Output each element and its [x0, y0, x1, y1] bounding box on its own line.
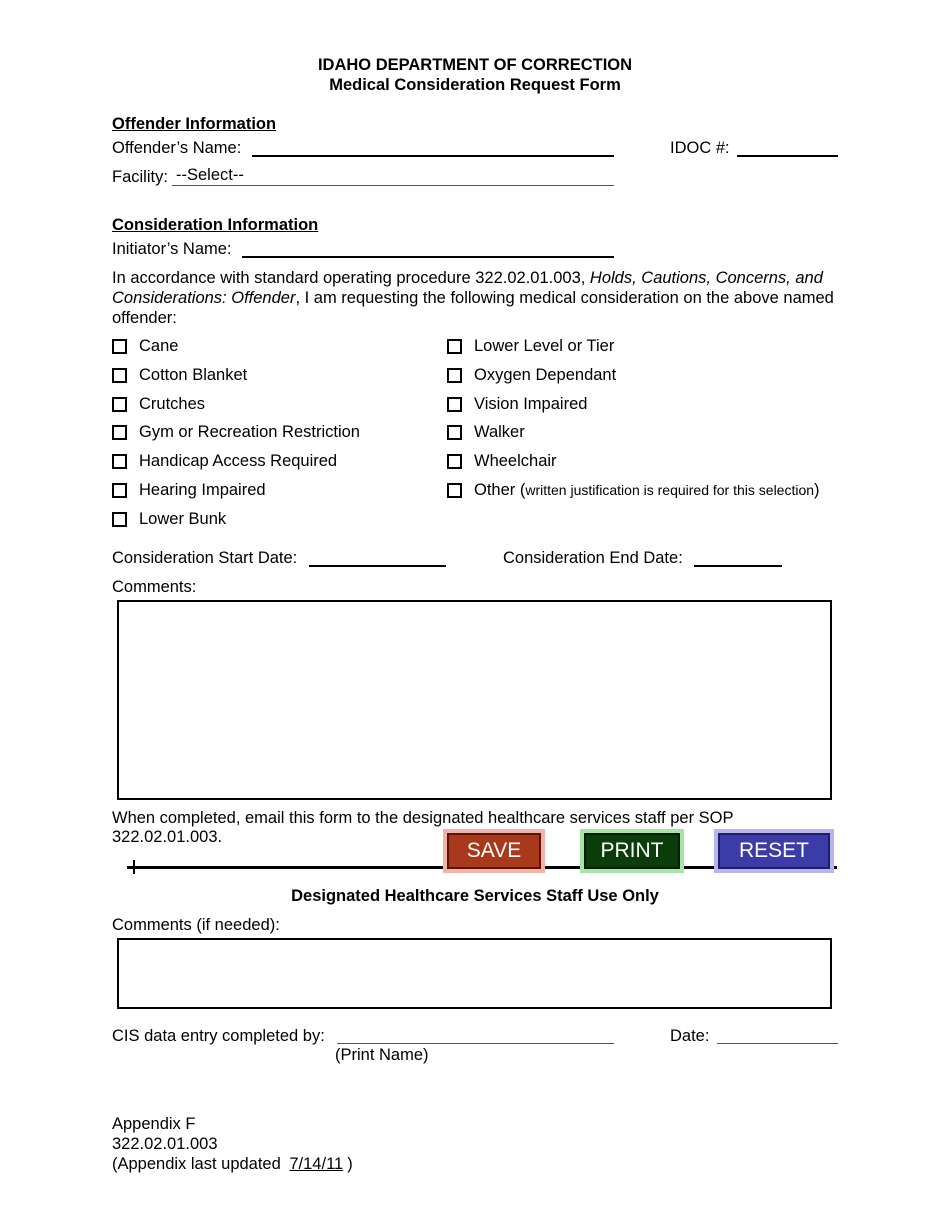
checkbox-gym-restriction[interactable]	[112, 421, 360, 443]
checkbox-label: Gym or Recreation Restriction	[139, 422, 360, 441]
checkbox-walker[interactable]	[447, 421, 525, 443]
checkbox-label: Lower Level or Tier	[474, 336, 615, 355]
end-date-field[interactable]	[694, 565, 782, 567]
last-updated	[112, 1155, 353, 1174]
offender-name-field[interactable]	[252, 155, 614, 157]
consideration-section-title: Consideration Information	[112, 216, 319, 234]
form-title: Medical Consideration Request Form	[329, 76, 621, 94]
checkbox-box[interactable]	[112, 397, 127, 412]
checkbox-box[interactable]	[112, 368, 127, 383]
print-button[interactable]	[580, 829, 684, 873]
checkbox-wheelchair[interactable]	[447, 450, 557, 472]
checkbox-label: Walker	[474, 422, 525, 441]
sop-number: 322.02.01.003	[112, 1135, 218, 1153]
checkbox-label: Wheelchair	[474, 451, 557, 470]
checkbox-label: Handicap Access Required	[139, 451, 338, 470]
end-date-label: Consideration End Date:	[503, 549, 683, 567]
initiator-name-field[interactable]	[242, 256, 614, 258]
checkbox-other-label: Other (	[474, 480, 526, 499]
offender-section-title: Offender Information	[112, 115, 277, 133]
reset-button-label: RESET	[718, 833, 830, 869]
checkbox-oxygen-dependant[interactable]	[447, 364, 616, 386]
last-updated-date: 7/14/11	[289, 1155, 344, 1173]
checkbox-other[interactable]	[447, 479, 820, 501]
sop-paragraph	[112, 268, 852, 328]
checkbox-box[interactable]	[112, 339, 127, 354]
save-button[interactable]	[443, 829, 545, 873]
sop-paragraph-suffix: , I am requesting the following medical consideration on the above named offender:	[112, 289, 834, 327]
facility-label: Facility:	[112, 168, 168, 186]
start-date-field[interactable]	[309, 565, 446, 567]
facility-select-underline	[172, 185, 614, 186]
print-name-caption: (Print Name)	[335, 1046, 429, 1064]
save-button-label: SAVE	[447, 833, 541, 869]
facility-select[interactable]: --Select--	[176, 166, 244, 184]
print-button-label: PRINT	[584, 833, 680, 869]
checkbox-other-note: written justification is required for this selection	[525, 482, 815, 498]
checkbox-box[interactable]	[112, 454, 127, 469]
checkbox-label: Hearing Impaired	[139, 480, 266, 499]
idoc-number-label: IDOC #:	[670, 139, 730, 157]
checkbox-box[interactable]	[112, 425, 127, 440]
start-date-label: Consideration Start Date:	[112, 549, 298, 567]
offender-name-label: Offender’s Name:	[112, 139, 242, 157]
last-updated-prefix: (Appendix last updated	[112, 1155, 286, 1173]
checkbox-box[interactable]	[447, 454, 462, 469]
checkbox-label: Vision Impaired	[474, 394, 588, 413]
staff-comments-textarea[interactable]	[117, 938, 832, 1009]
checkbox-hearing-impaired[interactable]	[112, 479, 266, 501]
checkbox-label: Lower Bunk	[139, 509, 227, 528]
checkbox-handicap-access[interactable]	[112, 450, 337, 472]
checkbox-cotton-blanket[interactable]	[112, 364, 247, 386]
staff-comments-label: Comments (if needed):	[112, 916, 280, 934]
cis-entry-label: CIS data entry completed by:	[112, 1027, 325, 1045]
divider-tick	[133, 860, 135, 874]
checkbox-vision-impaired[interactable]	[447, 393, 587, 415]
checkbox-label: Cotton Blanket	[139, 365, 248, 384]
sop-paragraph-italic: Holds, Cautions, Concerns, and Considerations: Offender	[112, 269, 823, 307]
staff-section-title: Designated Healthcare Services Staff Use Only	[291, 887, 659, 905]
initiator-name-label: Initiator’s Name:	[112, 240, 232, 258]
checkbox-box[interactable]	[112, 512, 127, 527]
cis-entry-field[interactable]	[337, 1043, 614, 1044]
comments-textarea[interactable]	[117, 600, 832, 800]
staff-date-label: Date:	[670, 1027, 710, 1045]
idoc-number-field[interactable]	[737, 155, 838, 157]
checkbox-box[interactable]	[447, 368, 462, 383]
checkbox-cane[interactable]	[112, 335, 178, 357]
checkbox-label: Cane	[139, 336, 179, 355]
comments-label: Comments:	[112, 578, 197, 596]
email-instruction: When completed, email this form to the designated healthcare services staff per SOP 322.02.01.003.	[112, 809, 734, 846]
checkbox-box[interactable]	[447, 483, 462, 498]
checkbox-lower-level[interactable]	[447, 335, 614, 357]
last-updated-suffix: )	[347, 1155, 353, 1173]
checkbox-label: Oxygen Dependant	[474, 365, 617, 384]
staff-date-field[interactable]	[717, 1043, 838, 1044]
appendix-label: Appendix F	[112, 1115, 196, 1133]
checkbox-box[interactable]	[112, 483, 127, 498]
checkbox-box[interactable]	[447, 425, 462, 440]
sop-paragraph-prefix: In accordance with standard operating procedure 322.02.01.003,	[112, 269, 590, 287]
checkbox-crutches[interactable]	[112, 393, 205, 415]
checkbox-lower-bunk[interactable]	[112, 508, 226, 530]
checkbox-box[interactable]	[447, 339, 462, 354]
checkbox-other-close: )	[814, 480, 820, 499]
form-agency-title: IDAHO DEPARTMENT OF CORRECTION	[317, 56, 633, 74]
checkbox-label: Crutches	[139, 394, 206, 413]
checkbox-box[interactable]	[447, 397, 462, 412]
reset-button[interactable]	[714, 829, 834, 873]
